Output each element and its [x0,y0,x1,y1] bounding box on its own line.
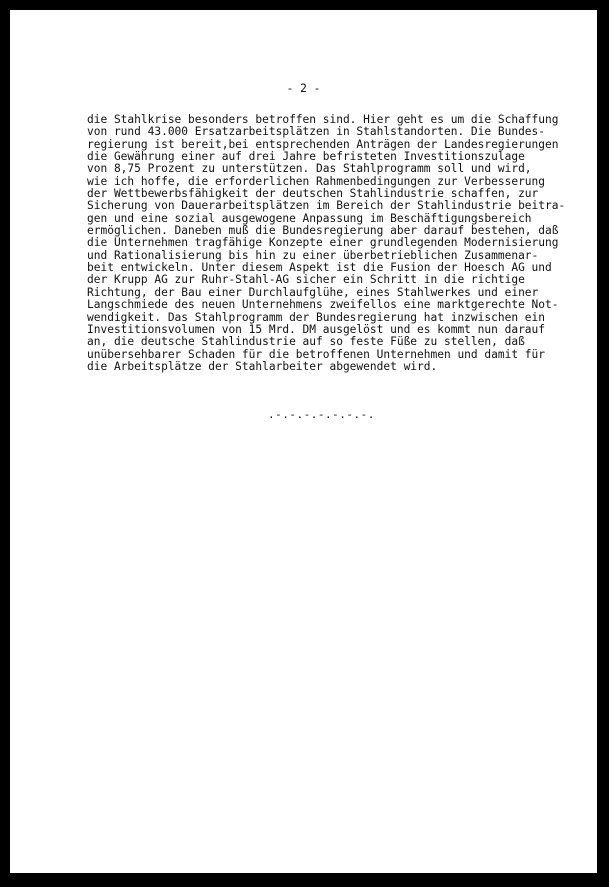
text-line: gen und eine sozial ausgewogene Anpassung im Beschäftigungsbereich [87,211,532,225]
text-line: der Wettbewerbsfähigkeit der deutschen Stahlindustrie schaffen, zur [87,187,539,201]
text-line: die Arbeitsplätze der Stahlarbeiter abgewendet wird. [87,359,438,373]
text-line: wie ich hoffe, die erforderlichen Rahmenbedingungen zur Verbesserung [87,174,546,188]
text-line: ermöglichen. Daneben muß die Bundesregierung aber darauf bestehen, daß [87,224,559,238]
text-line: und Rationalisierung bis hin zu einer überbetrieblichen Zusammenar- [87,248,539,262]
text-line: Richtung, der Bau einer Durchlaufglühe, eines Stahlwerkes und einer [87,285,539,299]
text-line: die Unternehmen tragfähige Konzepte einer grundlegenden Modernisierung [87,236,559,250]
text-line: Langschmiede des neuen Unternehmens zweifellos eine marktgerechte Not- [87,298,559,312]
page-number: - 2 - [286,82,321,95]
end-marker: .-.-.-.-.-.-.-. [268,408,375,421]
text-line: die Gewährung einer auf drei Jahre befristeten Investitionszulage [87,150,525,164]
text-line: der Krupp AG zur Ruhr-Stahl-AG sicher ein Schritt in die richtige [87,273,525,287]
text-line: beit entwickeln. Unter diesem Aspekt ist die Fusion der Hoesch AG und [87,261,552,275]
text-line: Investitionsvolumen von 15 Mrd. DM ausgelöst und es kommt nun darauf [87,322,546,336]
text-line: wendigkeit. Das Stahlprogramm der Bundesregierung hat inzwischen ein [87,310,546,324]
document-page [10,10,597,873]
text-line: die Stahlkrise besonders betroffen sind. Hier geht es um die Schaffung [87,113,559,126]
text-line: von rund 43.000 Ersatzarbeitsplätzen in Stahlstandorten. Die Bundes- [87,125,546,139]
text-line: unübersehbarer Schaden für die betroffenen Unternehmen und damit für [87,347,546,361]
text-line: Sicherung von Dauerarbeitsplätzen im Bereich der Stahlindustrie beitra- [87,199,566,213]
text-line: regierung ist bereit,bei entsprechenden Anträgen der Landesregierungen [87,137,559,151]
text-line: von 8,75 Prozent zu unterstützen. Das Stahlprogramm soll und wird, [87,162,532,176]
text-line: an, die deutsche Stahlindustrie auf so feste Füße zu stellen, daß [87,335,525,349]
body-text [87,114,587,373]
